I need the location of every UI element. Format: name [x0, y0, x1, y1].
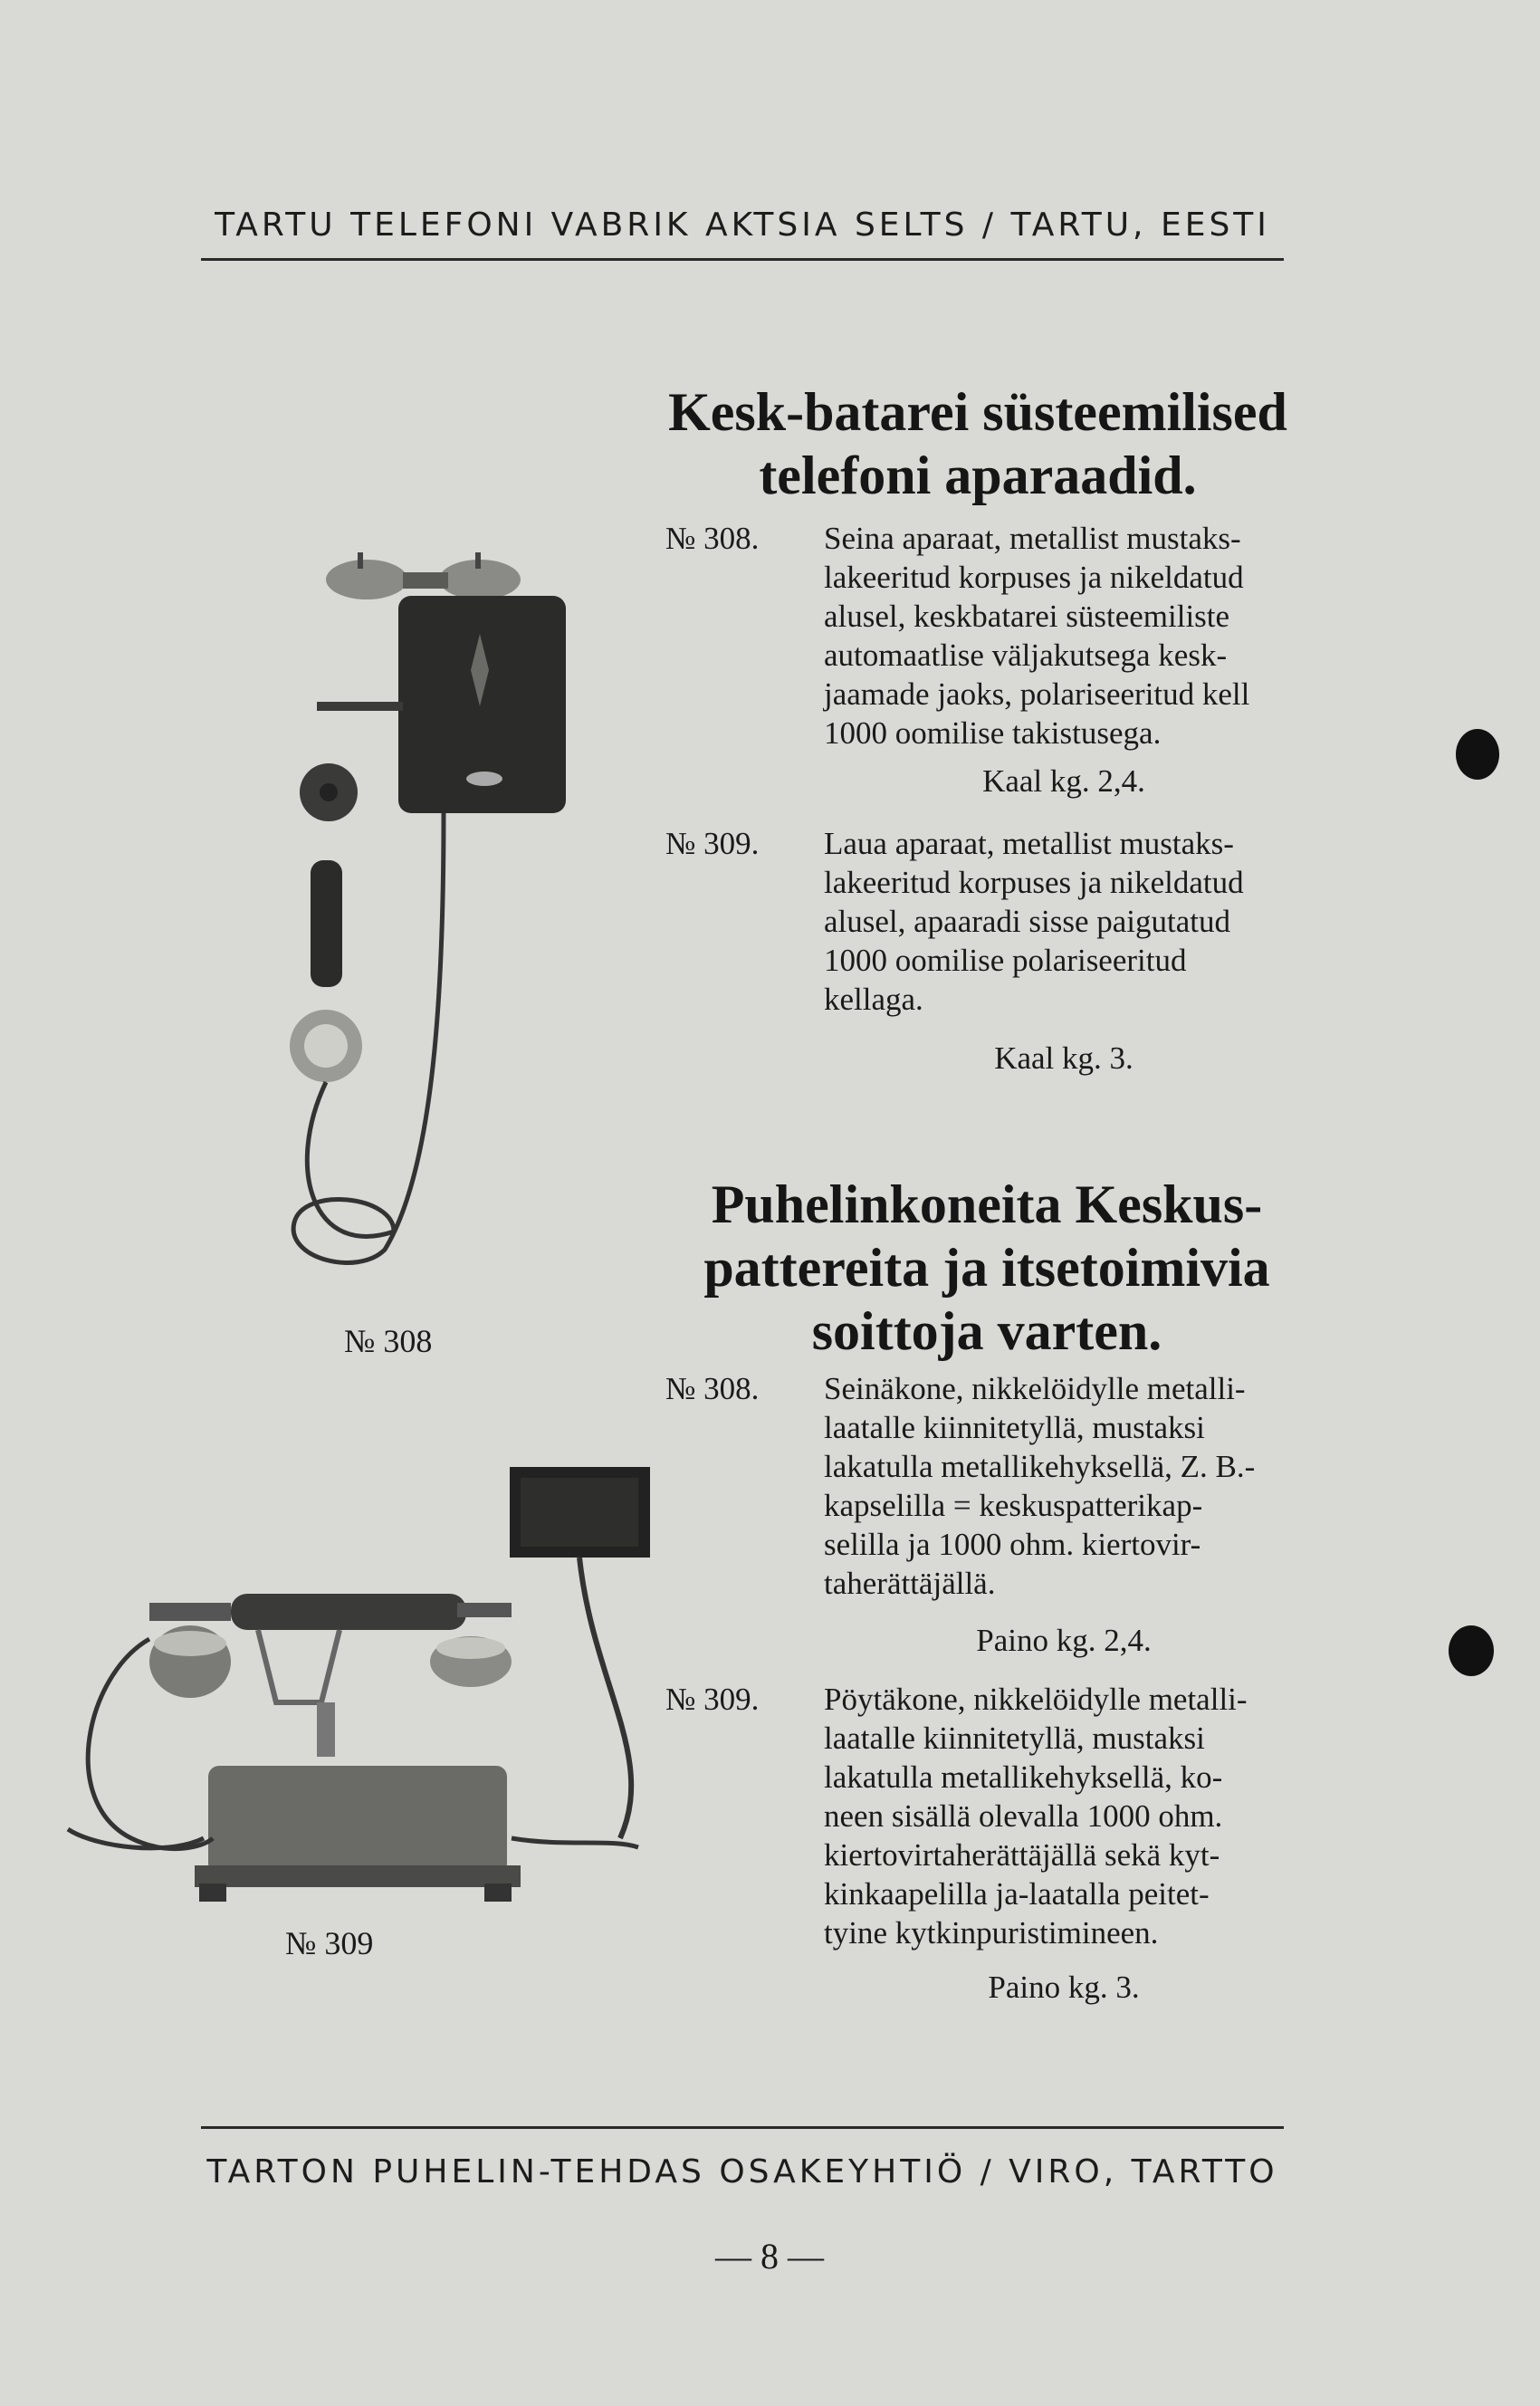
wall-phone-caption: № 308: [344, 1323, 433, 1359]
entry-est-309: [665, 824, 1308, 1087]
footer-rule: [201, 2126, 1284, 2129]
entry-number: № 308.: [665, 521, 760, 556]
entry-fin-309: [665, 1680, 1308, 2015]
entry-number: № 309.: [665, 1682, 760, 1717]
punch-hole: [1456, 729, 1499, 780]
entry-fin-308: [665, 1369, 1308, 1677]
punch-hole: [1449, 1625, 1494, 1676]
entry-description: Laua aparaat, metallist mustaks- lakeeritud korpuses ja nikeldatud alusel, apaaradi sisse paigutatud 1000 oomilise polariseeritud kellaga.: [824, 826, 1244, 1017]
entry-description: Seina aparaat, metallist mustaks- lakeeritud korpuses ja nikeldatud alusel, keskbatarei süsteemiliste automaatlise väljakutsega kesk- jaamade jaoks, polariseeritud kell 1000 oomilise takistusega.: [824, 521, 1250, 751]
section-title-estonian: Kesk-batarei süsteemilised telefoni aparaadid.: [668, 382, 1287, 505]
desk-phone-illustration: [59, 1458, 661, 1929]
entry-weight: Kaal kg. 3.: [994, 1040, 1133, 1076]
entry-description: Pöytäkone, nikkelöidylle metalli- laatalle kiinnitetyllä, mustaksi lakatulla metallikehyksellä, ko- neen sisällä olevalla 1000 ohm. kiertovirtaherättäjällä sekä kyt- kinkaapelilla ja-laatalla peitet- tyine kytkinpuristimineen.: [824, 1682, 1248, 1951]
section-title-finnish: Puhelinkoneita Keskus- pattereita ja itsetoimivia soittoja varten.: [703, 1174, 1270, 1361]
entry-number: № 309.: [665, 826, 760, 861]
page-number: — 8 —: [715, 2236, 824, 2277]
entry-number: № 308.: [665, 1371, 760, 1406]
page-header: TARTU TELEFONI VABRIK AKTSIA SELTS / TARTU, EESTI: [215, 206, 1270, 244]
header-rule: [201, 258, 1284, 261]
entry-description: Seinäkone, nikkelöidylle metalli- laatalle kiinnitetyllä, mustaksi lakatulla metallikehyksellä, Z. B.- kapselilla = keskuspatterikap- selilla ja 1000 ohm. kiertovir- taherättäjällä.: [824, 1371, 1256, 1601]
wall-phone-illustration: [258, 534, 620, 1295]
entry-weight: Kaal kg. 2,4.: [982, 763, 1145, 799]
desk-phone-caption: № 309: [285, 1925, 374, 1961]
page-footer: TARTON PUHELIN-TEHDAS OSAKEYHTIÖ / VIRO, TARTTO: [206, 2153, 1278, 2190]
entry-weight: Paino kg. 3.: [988, 1970, 1140, 2005]
entry-weight: Paino kg. 2,4.: [976, 1623, 1152, 1658]
entry-est-308: [665, 519, 1308, 809]
